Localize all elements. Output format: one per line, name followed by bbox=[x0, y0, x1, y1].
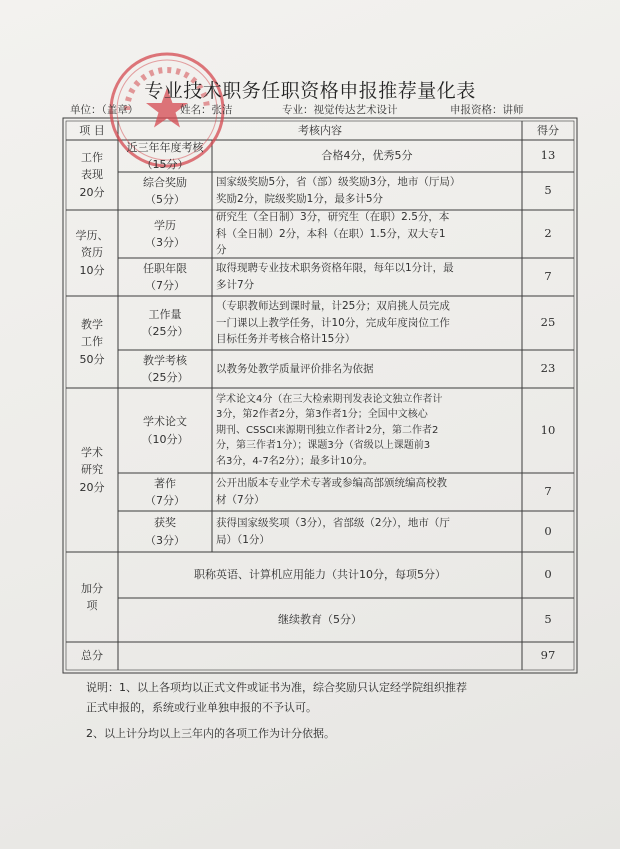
section-education: 学历、 资历 10分 bbox=[75, 229, 109, 277]
row-workload-score: 25 bbox=[540, 315, 556, 330]
note-line-3: 2、以上计分均以上三年内的各项工作为计分依据。 bbox=[86, 727, 335, 740]
row-awards-score: 5 bbox=[544, 183, 552, 198]
major-label: 专业：视觉传达艺术设计 bbox=[282, 104, 398, 116]
unit-label: 单位：（盖章） bbox=[70, 104, 139, 116]
row-teaching-eval-score: 23 bbox=[540, 361, 556, 376]
row-english-computer-content: 职称英语、计算机应用能力（共计10分，每项5分） bbox=[194, 568, 446, 582]
header-score: 得分 bbox=[537, 123, 559, 137]
section-teaching: 教学 工作 50分 bbox=[79, 318, 105, 366]
row-annual-review-score: 13 bbox=[540, 148, 556, 163]
row-degree-score: 2 bbox=[544, 226, 552, 241]
qualification-label: 申报资格：讲师 bbox=[450, 104, 524, 116]
header-content: 考核内容 bbox=[298, 123, 342, 137]
row-degree-content: 研究生（全日制）3分，研究生（在职）2.5分，本 科（全日制）2分，本科（在职）1.5分，双大专1 分 bbox=[216, 210, 450, 257]
row-books-score: 7 bbox=[544, 484, 552, 499]
row-papers-content: 学术论文4分（在三大检索期刊发表论文独立作者计 3分，第2作者2分，第3作者1分；全国中文核心 期刊、CSSCI来源期刊独立作者计2分，第二作者2 分，第三作者1分）；课题3分（省级以上课题前3 名3分，4-7名2分）；最多计10分。 bbox=[216, 393, 443, 467]
row-continuing-edu-score: 5 bbox=[544, 612, 552, 627]
row-teaching-eval-content: 以教务处教学质量评价排名为依据 bbox=[216, 362, 374, 375]
header-item: 项 目 bbox=[79, 123, 105, 137]
row-prizes-score: 0 bbox=[544, 523, 552, 538]
row-awards-label: 综合奖励 （5分） bbox=[143, 175, 187, 206]
section-research: 学术 研究 20分 bbox=[79, 446, 105, 494]
note-line-1: 说明：1、以上各项均以正式文件或证书为准，综合奖励只认定经学院组织推荐 bbox=[86, 681, 467, 694]
row-workload-label: 工作量 （25分） bbox=[141, 307, 189, 338]
row-continuing-edu-content: 继续教育（5分） bbox=[278, 613, 362, 627]
row-papers-score: 10 bbox=[540, 422, 556, 437]
section-bonus: 加分 项 bbox=[81, 581, 103, 612]
total-score: 97 bbox=[540, 648, 556, 663]
row-prizes-content: 获得国家级奖项（3分），省部级（2分），地市（厅 局）（1分） bbox=[216, 516, 450, 546]
row-papers-label: 学术论文 （10分） bbox=[141, 415, 189, 446]
row-degree-label: 学历 （3分） bbox=[145, 218, 185, 249]
section-total: 总分 bbox=[81, 649, 103, 663]
note-line-2: 正式申报的，系统或行业单独申报的不予认可。 bbox=[86, 701, 317, 714]
row-tenure-label: 任职年限 （7分） bbox=[143, 261, 187, 292]
page-title: 专业技术职务任职资格申报推荐量化表 bbox=[144, 80, 476, 102]
section-work-performance: 工作 表现 20分 bbox=[79, 151, 105, 199]
row-annual-review-label: 近三年年度考核 （15分） bbox=[126, 140, 204, 171]
row-workload-content: （专职教师达到课时量，计25分；双肩挑人员完成 一门课以上教学任务，计10分，完成年度岗位工作 目标任务并考核合格计15分） bbox=[216, 299, 450, 346]
row-awards-content: 国家级奖励5分，省（部）级奖励3分，地市（厅局） 奖励2分，院级奖励1分，最多计5分 bbox=[216, 176, 461, 205]
row-tenure-content: 取得现聘专业技术职务资格年限，每年以1分计，最 多计7分 bbox=[216, 262, 454, 291]
row-books-label: 著作 （7分） bbox=[145, 476, 185, 507]
applicant-name: 姓名：张洁 bbox=[180, 104, 233, 116]
row-prizes-label: 获奖 （3分） bbox=[145, 516, 185, 547]
row-english-computer-score: 0 bbox=[544, 567, 552, 582]
row-annual-review-content: 合格4分，优秀5分 bbox=[321, 149, 413, 163]
row-books-content: 公开出版本专业学术专著或参编高部颁统编高校教 材（7分） bbox=[216, 477, 447, 506]
row-teaching-eval-label: 教学考核 （25分） bbox=[141, 353, 189, 384]
info-line bbox=[70, 102, 590, 118]
row-tenure-score: 7 bbox=[544, 269, 552, 284]
